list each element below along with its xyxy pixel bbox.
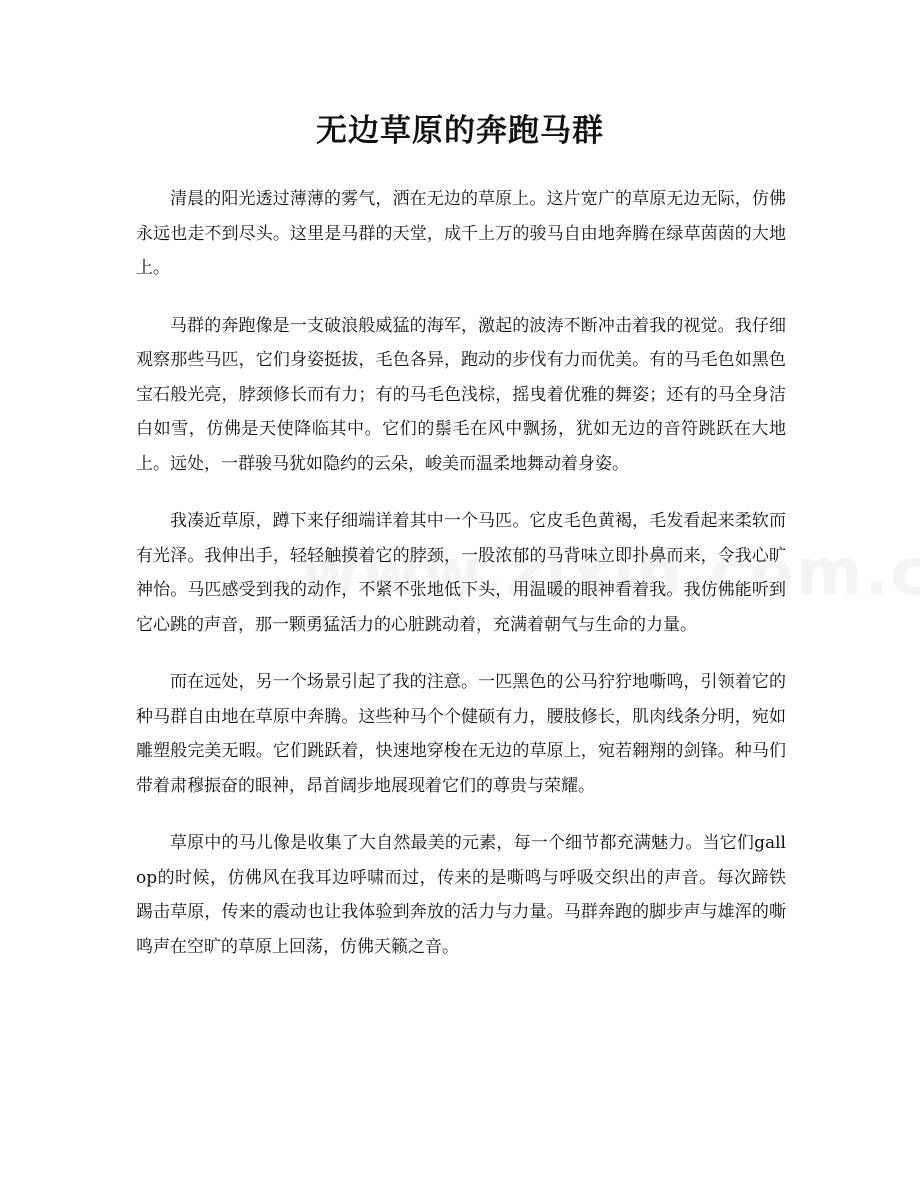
paragraph-5: 草原中的马儿像是收集了大自然最美的元素，每一个细节都充满魅力。当它们gallop的时候，仿佛风在我耳边呼啸而过，传来的是嘶鸣与呼吸交织出的声音。每次蹄铁踢击草原，传来的震动也让我体验到奔放的活力与力量。马群奔跑的脚步声与雄浑的嘶鸣声在空旷的草原上回荡，仿佛天籁之音。 bbox=[136, 833, 786, 957]
page-title: 无边草原的奔跑马群 bbox=[316, 113, 604, 149]
paragraph-2: 马群的奔跑像是一支破浪般威猛的海军，激起的波涛不断冲击着我的视觉。我仔细观察那些马匹，它们身姿挺拔，毛色各异，跑动的步伐有力而优美。有的马毛色如黑色宝石般光亮，脖颈修长而有力；有的马毛色浅棕，摇曳着优雅的舞姿；还有的马全身洁白如雪，仿佛是天使降临其中。它们的鬃毛在风中飘扬，犹如无边的音符跳跃在大地上。远处，一群骏马犹如隐约的云朵，峻美而温柔地舞动着身姿。 bbox=[136, 315, 786, 474]
paragraph-1: 清晨的阳光透过薄薄的雾气，洒在无边的草原上。这片宽广的草原无边无际，仿佛永远也走不到尽头。这里是马群的天堂，成千上万的骏马自由地奔腾在绿草茵茵的大地上。 bbox=[136, 189, 786, 278]
paragraph-3: 我凑近草原，蹲下来仔细端详着其中一个马匹。它皮毛色黄褐，毛发看起来柔软而有光泽。我伸出手，轻轻触摸着它的脖颈，一股浓郁的马背味立即扑鼻而来，令我心旷神怡。马匹感受到我的动作，不紧不张地低下头，用温暖的眼神看着我。我仿佛能听到它心跳的声音，那一颗勇猛活力的心脏跳动着，充满着朝气与生命的力量。 bbox=[136, 511, 786, 635]
paragraph-4: 而在远处，另一个场景引起了我的注意。一匹黑色的公马狞狞地嘶鸣，引领着它的种马群自由地在草原中奔腾。这些种马个个健硕有力，腰肢修长，肌肉线条分明，宛如雕塑般完美无暇。它们跳跃着，快速地穿梭在无边的草原上，宛若翱翔的剑锋。种马们带着肃穆振奋的眼神，昂首阔步地展现着它们的尊贵与荣耀。 bbox=[136, 672, 786, 796]
document-body bbox=[136, 182, 786, 987]
